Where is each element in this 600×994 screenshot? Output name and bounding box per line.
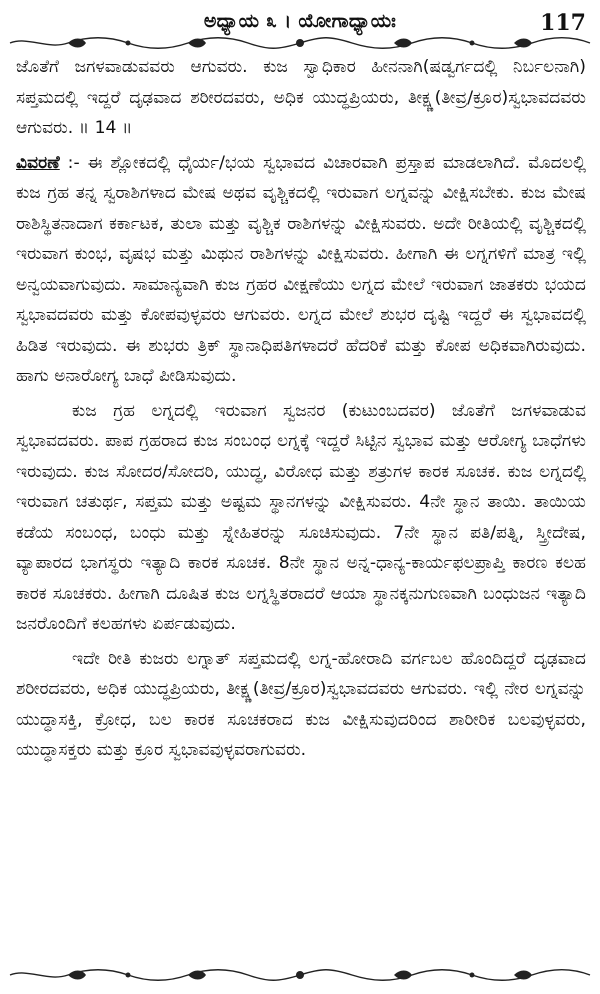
commentary-paragraph-1 (16, 148, 586, 392)
top-ornament-divider (8, 34, 592, 52)
verse-paragraph (16, 52, 586, 144)
commentary-label: ವಿವರಣೆ (16, 152, 60, 173)
chapter-title: ಅಧ್ಯಾಯ ೩ । ಯೋಗಾಧ್ಯಾಯಃ (203, 10, 397, 32)
page-body (16, 52, 586, 766)
bottom-ornament-divider (8, 966, 592, 984)
commentary-paragraph-3: ಇದೇ ರೀತಿ ಕುಜರು ಲಗ್ನಾತ್ ಸಪ್ತಮದಲ್ಲಿ ಲಗ್ನ-ಹೋರಾದಿ ವರ್ಗಬಲ ಹೊಂದಿದ್ದರೆ ದೃಢವಾದ ಶರೀರದವರು, ಅಧಿಕ ಯುದ್ಧಪ್ರಿಯರು, ತೀಕ್ಷ್ಣ(ತೀವ್ರ/ಕ್ರೂರ)ಸ್ವಭಾವದವರು ಆಗುವರು. ಇಲ್ಲಿ ನೇರ ಲಗ್ನವನ್ನು ಯುದ್ಧಾಸಕ್ತಿ, ಕ್ರೋಧ, ಬಲ ಕಾರಕ ಸೂಚಕರಾದ ಕುಜ ವೀಕ್ಷಿಸುವುದರಿಂದ ಶಾರೀರಿಕ ಬಲವುಳ್ಳವರು, ಯುದ್ಧಾಸಕ್ತರು ಮತ್ತು ಕ್ರೂರ ಸ್ವಭಾವವುಳ್ಳವರಾಗುವರು. (16, 648, 586, 760)
verse-text: ಜೊತೆಗೆ ಜಗಳವಾಡುವವರು ಆಗುವರು. ಕುಜ ಸ್ವಾಧಿಕಾರ ಹೀನನಾಗಿ(ಷಡ್ವರ್ಗದಲ್ಲಿ ನಿರ್ಬಲನಾಗಿ) ಸಪ್ತಮದಲ್ಲಿ ಇದ್ದರೆ ದೃಢವಾದ ಶರೀರದವರು, ಅಧಿಕ ಯುದ್ಧಪ್ರಿಯರು, ತೀಕ್ಷ್ಣ(ತೀವ್ರ/ಕ್ರೂರ)ಸ್ವಭಾವದವರು ಆಗುವರು. (16, 57, 586, 138)
commentary-paragraph-2: ಕುಜ ಗ್ರಹ ಲಗ್ನದಲ್ಲಿ ಇರುವಾಗ ಸ್ವಜನರ (ಕುಟುಂಬದವರ) ಜೊತೆಗೆ ಜಗಳವಾಡುವ ಸ್ವಭಾವದವರು. ಪಾಪ ಗ್ರಹರಾದ ಕುಜ ಸಂಬಂಧ ಲಗ್ನಕ್ಕೆ ಇದ್ದರೆ ಸಿಟ್ಟಿನ ಸ್ವಭಾವ ಮತ್ತು ಆರೋಗ್ಯ ಬಾಧೆಗಳು ಇರುವುದು. ಕುಜ ಸೋದರ/ಸೋದರಿ, ಯುದ್ಧ, ವಿರೋಧ ಮತ್ತು ಶತ್ರುಗಳ ಕಾರಕ ಸೂಚಕ. ಕುಜ ಲಗ್ನದಲ್ಲಿ ಇರುವಾಗ ಚತುರ್ಥ, ಸಪ್ತಮ ಮತ್ತು ಅಷ್ಟಮ ಸ್ಥಾನಗಳನ್ನು ವೀಕ್ಷಿಸುವರು. 4ನೇ ಸ್ಥಾನ ತಾಯಿ. ತಾಯಿಯ ಕಡೆಯ ಸಂಬಂಧ, ಬಂಧು ಮತ್ತು ಸ್ನೇಹಿತರನ್ನು ಸೂಚಿಸುವುದು. 7ನೇ ಸ್ಥಾನ ಪತಿ/ಪತ್ನಿ, ಸ್ತ್ರೀದೇಷ, ವ್ಯಾಪಾರದ ಭಾಗಸ್ಥರು ಇತ್ಯಾದಿ ಕಾರಕ ಸೂಚಕ. 8ನೇ ಸ್ಥಾನ ಅನ್ನ-ಧಾನ್ಯ-ಕಾರ್ಯಫಲಪ್ರಾಪ್ತಿ ಕಾರಣ ಕಲಹ ಕಾರಕ ಸೂಚಕರು. ಹೀಗಾಗಿ ದೂಷಿತ ಕುಜ ಲಗ್ನಸ್ಥಿತರಾದರೆ ಆಯಾ ಸ್ಥಾನಕ್ಕನುಗುಣವಾಗಿ ಬಂಧುಜನ ಇತ್ಯಾದಿ ಜನರೊಂದಿಗೆ ಕಲಹಗಳು ಏರ್ಪಡುವುದು. (16, 400, 586, 634)
verse-number: ॥ 14 ॥ (78, 118, 133, 138)
page-number: 117 (540, 10, 586, 36)
commentary-text-1: :- ಈ ಶ್ಲೋಕದಲ್ಲಿ ಧೈರ್ಯ/ಭಯ ಸ್ವಭಾವದ ವಿಚಾರವಾಗಿ ಪ್ರಸ್ತಾಪ ಮಾಡಲಾಗಿದೆ. ಮೊದಲಲ್ಲಿ ಕುಜ ಗ್ರಹ ತನ್ನ ಸ್ವರಾಶಿಗಳಾದ ಮೇಷ ಅಥವ ವೃಶ್ಚಿಕದಲ್ಲಿ ಇರುವಾಗ ಲಗ್ನವನ್ನು ವೀಕ್ಷಿಸಬೇಕು. ಕುಜ ಮೇಷ ರಾಶಿಸ್ಥಿತನಾದಾಗ ಕರ್ಕಾಟಕ, ತುಲಾ ಮತ್ತು ವೃಶ್ಚಿಕ ರಾಶಿಗಳನ್ನು ವೀಕ್ಷಿಸುವರು. ಅದೇ ರೀತಿಯಲ್ಲಿ ವೃಶ್ಚಿಕದಲ್ಲಿ ಇರುವಾಗ ಕುಂಭ, ವೃಷಭ ಮತ್ತು ಮಿಥುನ ರಾಶಿಗಳನ್ನು ವೀಕ್ಷಿಸುವರು. ಹೀಗಾಗಿ ಈ ಲಗ್ನಗಳಿಗೆ ಮಾತ್ರ ಇಲ್ಲಿ ಅನ್ವಯವಾಗುವುದು. ಸಾಮಾನ್ಯವಾಗಿ ಕುಜ ಗ್ರಹರ ವೀಕ್ಷಣೆಯು ಲಗ್ನದ ಮೇಲೆ ಇರುವಾಗ ಜಾತಕರು ಭಯದ ಸ್ವಭಾವದವರು ಮತ್ತು ಕೋಪವುಳ್ಳವರು ಆಗುವರು. ಲಗ್ನದ ಮೇಲೆ ಶುಭರ ದೃಷ್ಟಿ ಇದ್ದರೆ ಈ ಸ್ವಭಾವದಲ್ಲಿ ಹಿಡಿತ ಇರುವುದು. ಈ ಶುಭರು ತ್ರಿಕ್ ಸ್ಥಾನಾಧಿಪತಿಗಳಾದರೆ ಹೆದರಿಕೆ ಮತ್ತು ಕೋಪ ಅಧಿಕವಾಗಿರುವುದು. ಹಾಗು ಅನಾರೋಗ್ಯ ಬಾಧೆ ಪೀಡಿಸುವುದು. (16, 152, 586, 386)
